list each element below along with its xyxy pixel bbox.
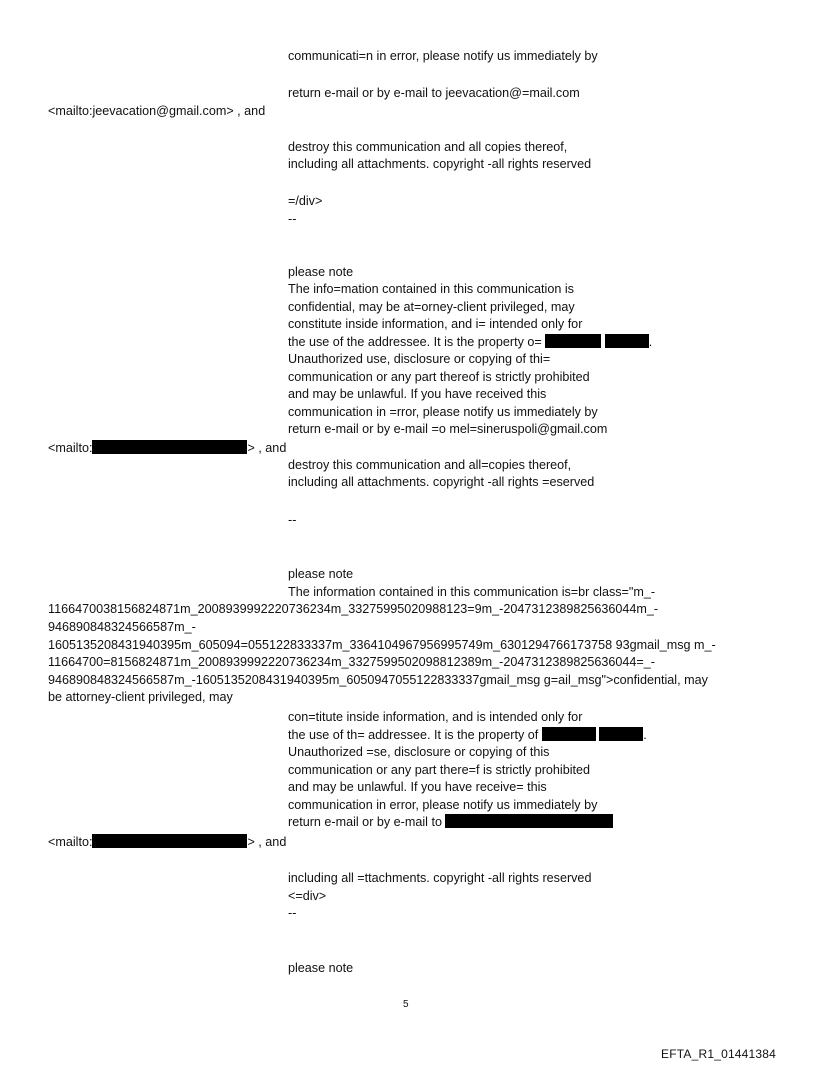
text-segment: the use of the addressee. It is the property o= bbox=[288, 335, 542, 349]
text-segment: <mailto: bbox=[48, 441, 93, 455]
text-segment: . bbox=[643, 728, 647, 742]
text-line: communication in =rror, please notify us immediately by bbox=[288, 405, 598, 419]
text-line: please note bbox=[288, 567, 354, 581]
text-line: Unauthorized =se, disclosure or copying of this bbox=[288, 745, 550, 759]
text-line: The information contained in this communication is=br class="m_- bbox=[288, 585, 656, 599]
text-line: communication or any part there=f is strictly prohibited bbox=[288, 763, 591, 777]
redaction-block bbox=[445, 814, 613, 828]
text-line: 11664700=8156824871m_2008939992220736234m_3327599502098812389m_-2047312389825636044=_- bbox=[48, 655, 655, 669]
text-line: 1166470038156824871m_2008939992220736234m_33275995020988123=9m_-2047312389825636044m_- bbox=[48, 602, 659, 616]
text-line bbox=[288, 334, 652, 351]
redaction-block bbox=[605, 334, 649, 348]
text-line: <=div> bbox=[288, 889, 327, 903]
text-segment: . bbox=[648, 335, 653, 349]
text-line: The info=mation contained in this communication is bbox=[288, 282, 574, 296]
text-line bbox=[288, 727, 647, 744]
text-line: communicati=n in error, please notify us immediately by bbox=[288, 49, 598, 63]
text-line: -- bbox=[288, 906, 297, 920]
text-line: confidential, may be at=orney-client privileged, may bbox=[288, 300, 575, 314]
text-segment: > , and bbox=[247, 835, 287, 849]
text-line: <mailto:jeevacation@gmail.com> , and bbox=[48, 104, 266, 118]
text-line: please note bbox=[288, 961, 354, 975]
text-line: please note bbox=[288, 265, 354, 279]
text-line: return e-mail or by e-mail =o mel=sineruspoli@gmail.com bbox=[288, 422, 608, 436]
text-line: 946890848324566587m_- bbox=[48, 620, 196, 634]
redaction-block bbox=[545, 334, 601, 348]
text-line: be attorney-client privileged, may bbox=[48, 690, 233, 704]
text-line: and may be unlawful. If you have received this bbox=[288, 387, 547, 401]
text-line: including all =ttachments. copyright -all rights reserved bbox=[288, 871, 592, 885]
text-line: communication in error, please notify us immediately by bbox=[288, 798, 598, 812]
text-line: return e-mail or by e-mail to jeevacation@=mail.com bbox=[288, 86, 580, 100]
text-line: constitute inside information, and i= intended only for bbox=[288, 317, 583, 331]
redaction-block bbox=[542, 727, 596, 741]
text-line: communication or any part thereof is strictly prohibited bbox=[288, 370, 590, 384]
text-line: including all attachments. copyright -all rights reserved bbox=[288, 157, 592, 171]
text-line: including all attachments. copyright -all rights =eserved bbox=[288, 475, 595, 489]
redaction-block bbox=[92, 834, 247, 848]
text-line: con=titute inside information, and is intended only for bbox=[288, 710, 583, 724]
bates-number: EFTA_R1_01441384 bbox=[661, 1047, 777, 1061]
text-line: -- bbox=[288, 212, 297, 226]
redaction-block bbox=[92, 440, 247, 454]
text-segment: > , and bbox=[247, 441, 287, 455]
redaction-block bbox=[599, 727, 643, 741]
page-number: 5 bbox=[403, 999, 409, 1010]
text-segment: the use of th= addressee. It is the property of bbox=[288, 728, 539, 742]
text-line: Unauthorized use, disclosure or copying of thi= bbox=[288, 352, 551, 366]
text-line: 1605135208431940395m_605094=055122833337m_3364104967956995749m_6301294766173758 93gmail_msg m_- bbox=[48, 638, 716, 652]
text-line bbox=[288, 814, 613, 831]
text-line: 946890848324566587m_-1605135208431940395m_6050947055122833337gmail_msg g=ail_msg">confidential, may bbox=[48, 673, 708, 687]
text-line: destroy this communication and all=copies thereof, bbox=[288, 458, 572, 472]
text-line: =/div> bbox=[288, 194, 323, 208]
text-line bbox=[48, 834, 286, 851]
text-line: and may be unlawful. If you have receive= this bbox=[288, 780, 547, 794]
text-line: -- bbox=[288, 513, 297, 527]
text-segment: return e-mail or by e-mail to bbox=[288, 815, 442, 829]
text-line: destroy this communication and all copies thereof, bbox=[288, 140, 568, 154]
text-segment: <mailto: bbox=[48, 835, 93, 849]
text-line bbox=[48, 440, 286, 457]
